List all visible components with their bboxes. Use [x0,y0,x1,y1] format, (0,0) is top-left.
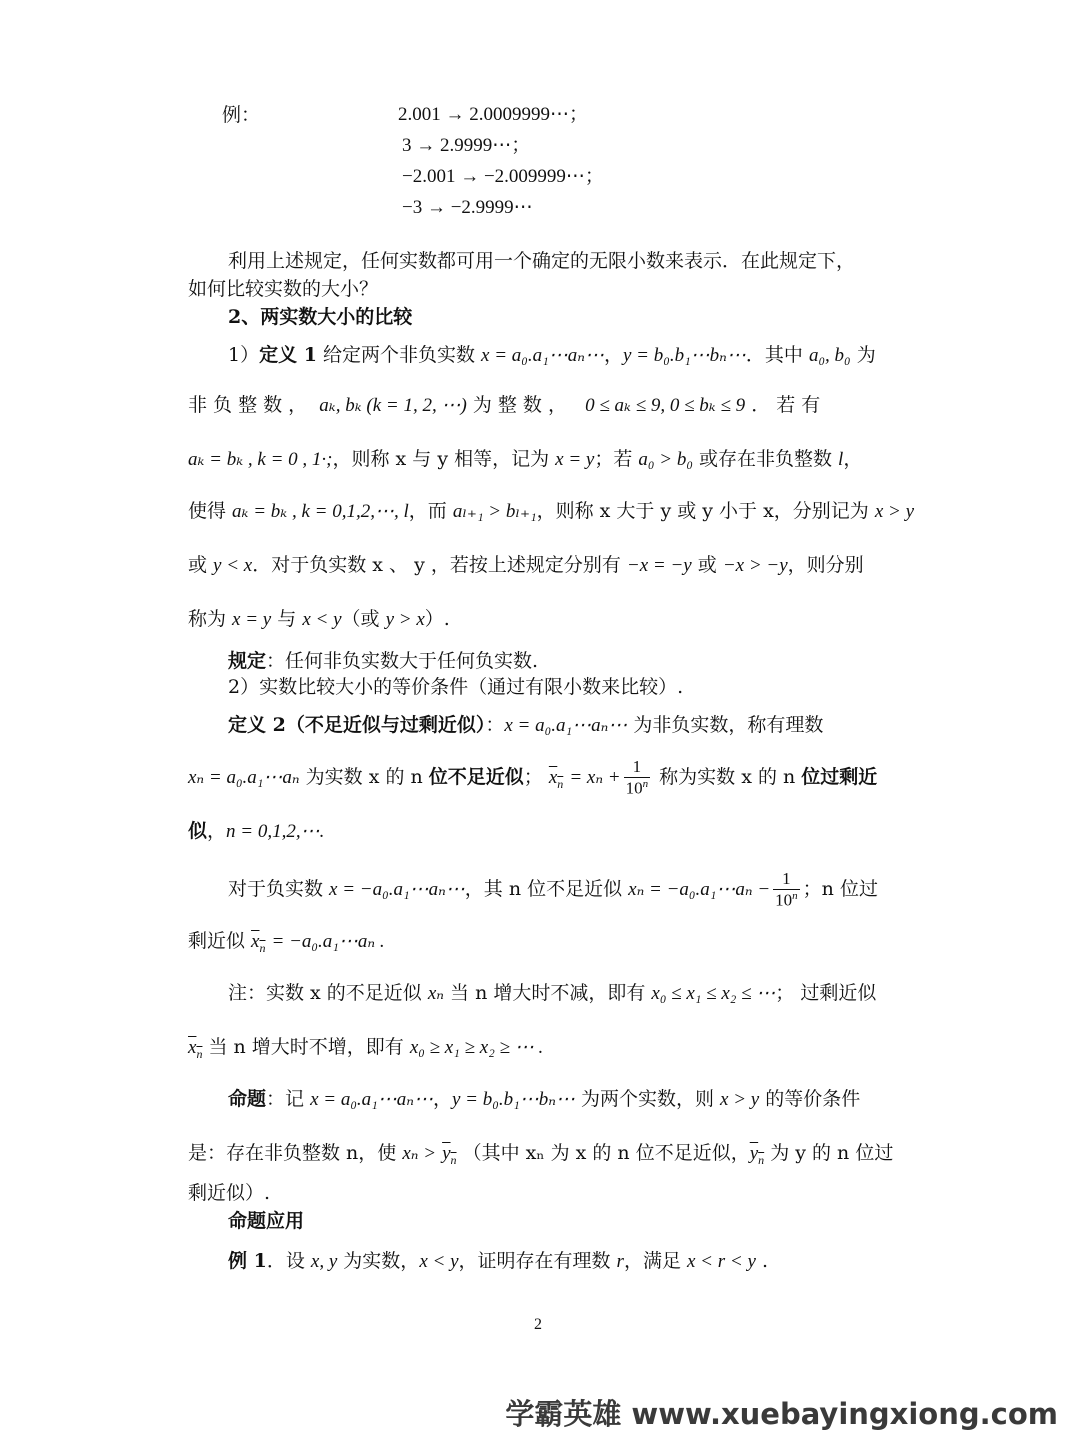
prop-math-xn: xₙ > [402,1143,437,1164]
def1-math-xy2: x < y [302,609,342,630]
note-l1c: ； 过剩近似 [775,982,877,1004]
def1-math-neggt: −x > −y [722,555,788,576]
def1-math-x: x = a₀.a₁⋯aₙ⋯ [481,345,604,366]
def2-l2c: ； [523,766,543,789]
def1-math-yltx: y < x [213,555,253,576]
rule-text: ：任何非负实数大于任何负实数. [266,650,539,672]
def1-label: 定义 1 [259,344,317,366]
example-line-1: 2.001 → 2.0009999⋯； [398,104,589,125]
prop-l1a: ：记 [266,1088,311,1110]
def1-l5b: ．对于负实数 x 、 y ，若按上述规定分别有 [252,554,627,576]
def1-math-a0b0: a₀, b₀ [808,345,851,366]
prop-math-xgty: x > y [720,1089,760,1110]
ex1-c: ，证明存在有理数 [458,1250,617,1272]
def1-math-xgty: x > y [874,501,915,522]
ex1-math-xlty: x < y [419,1251,459,1272]
neg-l1b: ，其 n 位不足近似 [464,878,629,901]
def1-l4a: 使得 [188,500,233,522]
prop-l1c: 为两个实数，则 [574,1088,721,1110]
example-line-2: 3 → 2.9999⋯； [402,135,531,156]
def1-l2a: 非 负 整 数 ， [188,394,308,416]
def1-math-akbk: aₖ, bₖ (k = 1, 2, ⋯) [319,395,467,416]
app-title: 命题应用 [228,1210,305,1232]
def1-line-1 [228,344,876,368]
def2-math-over: = xₙ + [569,767,621,789]
ex1-b: 为实数， [337,1250,420,1272]
def2-frac-den-base: 10 [625,778,643,798]
def1-line-5 [188,554,864,578]
def2-math-x: x = a₀.a₁⋯aₙ⋯ [504,715,628,736]
note-math-seq2: x₀ ≥ x₁ ≥ x₂ ≥ ⋯ . [409,1037,544,1058]
neg-l2a: 剩近似 [188,930,252,952]
prop-l2c: 为 y 的 n 位过 [764,1142,894,1164]
def1-math-xy1: x = y [232,609,272,630]
def1-l6a: 称为 [188,608,233,630]
def1-math-seq: aₖ = bₖ , k = 0,1,2,⋯, l [232,501,409,522]
def1-l1e: ．其中 [745,344,809,366]
ex1-a: ．设 [266,1250,311,1272]
ex1-e: . [755,1250,768,1272]
ex1-math-xy: x, y [310,1251,338,1272]
def2-l3b: ， [207,820,227,842]
def1-math-a0gtb0: a₀ > b₀ [638,449,693,470]
example-line-3: −2.001 → −2.009999⋯； [402,166,604,187]
def2-l1b: 为非负实数，称有理数 [627,714,824,736]
def1-math-xy3: y > x [385,609,425,630]
neg-fraction [773,870,800,910]
def2-over-approx: 位过剩近 [801,766,878,789]
note-xn-bar: $x_n$ [188,1037,203,1061]
neg-xn-bar: $x_n$ [251,931,266,955]
def2-line-1 [228,714,823,738]
neg-frac-den-base: 10 [775,890,793,910]
def2-math-n: n = 0,1,2,⋯. [226,821,325,842]
def1-l1a: 1） [228,344,260,366]
def1-math-l: l [838,449,844,470]
neg-math-over: = −a₀.a₁⋯aₙ . [271,931,385,952]
def2-frac-num: 1 [624,758,651,778]
def1-l4c: ，则称 x 大于 y 或 y 小于 x，分别记为 [536,500,875,522]
page-number: 2 [534,1316,542,1333]
condition-line: 2）实数比较大小的等价条件（通过有限小数来比较）. [228,676,684,698]
def2-frac-den [624,778,651,798]
def1-l3c: 或存在非负整数 [692,448,839,470]
def1-l3b: ；若 [594,448,639,470]
def2-label: 定义 2（不足近似与过剩近似） [228,714,486,736]
def1-l3d: ， [843,448,863,470]
def1-l6d: ）. [424,608,450,630]
def2-l2a: 为实数 x 的 n [299,766,429,789]
def2-xn-bar: $x_n$ [548,767,564,792]
def1-math-al1: aₗ₊₁ > bₗ₊₁ [452,501,537,522]
def1-math-y: y = b₀.b₁⋯bₙ⋯ [622,345,746,366]
def1-l5c: 或 [691,554,723,576]
def1-math-range: 0 ≤ aₖ ≤ 9, 0 ≤ bₖ ≤ 9 [585,395,746,416]
neg-math-x: x = −a₀.a₁⋯aₙ⋯ [329,879,465,901]
def2-line-3 [188,820,324,844]
def1-l2c: ． 若 有 [745,394,821,416]
prop-line-1 [228,1088,860,1112]
ex1-math-r: r [616,1251,624,1272]
prop-l1d: 的等价条件 [759,1088,861,1110]
ex1-math-ineq: x < r < y [687,1251,756,1272]
def2-under-approx: 位不足近似 [428,766,524,789]
neg-math-xn: xₙ = −a₀.a₁⋯aₙ − [628,879,771,901]
intro-line-2: 如何比较实数的大小？ [188,278,379,300]
def1-l6c: （或 [341,608,386,630]
prop-label: 命题 [228,1088,267,1110]
note-line-1 [228,982,876,1006]
prop-math-x: x = a₀.a₁⋯aₙ⋯ [310,1089,433,1110]
rule-label: 规定 [228,650,267,672]
neg-l1c: ；n 位过 [802,878,878,901]
prop-line-3: 剩近似）. [188,1182,271,1204]
def1-l5a: 或 [188,554,214,576]
def1-line-3 [188,448,862,472]
def1-l2b: 为 整 数 ， [466,394,567,416]
ex1-label: 例 1 [228,1250,267,1272]
def1-l1c: 给定两个非负实数 [316,344,482,366]
neg-line-2 [188,930,385,955]
def2-frac-exp: n [642,777,649,790]
note-math-seq: x₀ ≤ x₁ ≤ x₂ ≤ ⋯ [651,983,776,1004]
footer-watermark: 学霸英雄 www.xuebayingxiong.com [505,1397,1058,1431]
prop-math-y: y = b₀.b₁⋯bₙ⋯ [452,1089,575,1110]
example-line-4: −3 → −2.9999⋯ [402,197,533,218]
def1-l4b: ，而 [408,500,453,522]
neg-frac-exp: n [792,889,798,902]
prop-l2b: （其中 xₙ 为 x 的 n 位不足近似， [462,1142,750,1164]
note-math-xn: xₙ [427,983,444,1004]
example-label: 例： [222,104,261,126]
def1-l5d: ，则分别 [787,554,864,576]
def1-math-negeq: −x = −y [626,555,692,576]
example-1-line [228,1250,768,1274]
prop-l2a: 是：存在非负整数 n，使 [188,1142,403,1164]
def1-math-xeqy: x = y [555,449,595,470]
note-l1b: 当 n 增大时不减，即有 [443,982,652,1004]
note-line-2 [188,1036,543,1061]
def1-l1d: ， [603,344,623,366]
def2-math-xn: xₙ = a₀.a₁⋯aₙ [188,767,300,789]
def1-line-4 [188,500,914,524]
neg-l1a: 对于负实数 [228,878,330,901]
intro-line-1: 利用上述规定，任何实数都可用一个确定的无限小数来表示．在此规定下， [228,250,856,272]
def2-l3a: 似 [188,820,208,842]
def1-math-eq: aₖ = bₖ , k = 0 , 1·; [188,449,333,470]
rule-line [228,650,538,673]
def2-fraction [624,758,651,798]
def1-l1f: 为 [850,344,876,366]
neg-frac-den [773,890,800,910]
note-l1a: 注：实数 x 的不足近似 [228,982,428,1004]
def1-line-6 [188,608,450,632]
ex1-d: ，满足 [623,1250,687,1272]
prop-yn-bar-2: $y_n$ [749,1143,765,1167]
def1-l6b: 与 [271,608,303,630]
def2-l1a: ： [485,714,505,736]
section-title: 2、两实数大小的比较 [228,306,413,328]
prop-yn-bar: $y_n$ [442,1143,457,1167]
note-l2a: 当 n 增大时不增，即有 [202,1036,410,1058]
def2-l2d: 称为实数 x 的 n [653,766,802,789]
prop-line-2 [188,1142,893,1167]
def2-line-2 [188,758,877,798]
def1-line-2 [188,394,820,418]
neg-frac-num: 1 [773,870,800,890]
neg-line-1 [228,870,878,910]
prop-l1b: ， [432,1088,452,1110]
def1-l3a: ，则称 x 与 y 相等，记为 [332,448,556,470]
